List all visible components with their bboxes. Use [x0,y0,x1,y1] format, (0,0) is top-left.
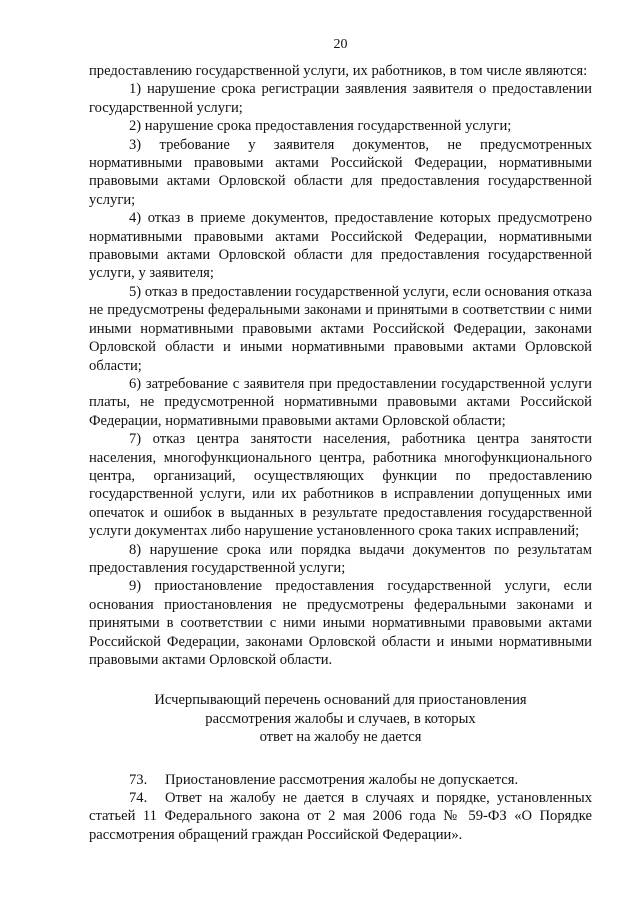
heading-line: Исчерпывающий перечень оснований для приостановления [154,692,527,709]
list-item: 2) нарушение срока предоставления государственной услуги; [129,118,512,135]
heading-line: ответ на жалобу не дается [259,729,422,746]
paragraph-text: Ответ на жалобу не дается в случаях и порядке, установленных статьей 11 Федерального закона от 2 мая 2006 года № 59-ФЗ «О Порядке рассмотрения обращений граждан Российской Федерации». [89,790,592,843]
numbered-paragraphs [89,771,592,845]
list-item: 9) приостановление предоставления государственной услуги, если основания приостановления не предусмотрены федеральными законами и принятыми в соответствии с ними иными нормативными правовыми актами Российской Федерации, законами Орловской области и иными нормативными правовыми актами Орловской области. [89,578,592,668]
list-item: 8) нарушение срока или порядка выдачи документов по результатам предоставления государственной услуги; [89,541,592,576]
paragraph-number: 74. [129,790,148,807]
list-item: 3) требование у заявителя документов, не предусмотренных нормативными правовыми актами Российской Федерации, нормативными правовыми актами Орловской области для предоставления государственной услуги; [89,136,592,208]
numbered-paragraph [89,771,592,789]
intro-paragraph: предоставлению государственной услуги, их работников, в том числе являются: [89,63,588,79]
heading-line: рассмотрения жалобы и случаев, в которых [205,710,476,727]
complaint-grounds-list [89,62,592,669]
paragraph-number: 73. [129,771,148,788]
paragraph-text: Приостановление рассмотрения жалобы не допускается. [165,771,519,788]
list-item: 1) нарушение срока регистрации заявления заявителя о предоставлении государственной услуги; [89,81,592,116]
list-item: 5) отказ в предоставлении государственной услуги, если основания отказа не предусмотрены федеральными законами и принятыми в соответствии с ними иными нормативными правовыми актами Российской Федерации, законами Орловской области и иными нормативными правовыми актами Орловской области; [89,283,592,374]
page-number: 20 [333,37,348,52]
list-item: 4) отказ в приеме документов, предоставление которых предусмотрено нормативными правовыми актами Российской Федерации, нормативными правовыми актами Орловской области для предоставления государственной услуги, у заявителя; [89,210,592,282]
list-item: 7) отказ центра занятости населения, работника центра занятости населения, многофункционального центра, работника многофункционального центра, организаций, осуществляющих функции по предоставлению государственной услуги, или их работников в исправлении допущенных ими опечаток и ошибок в выданных в результате предоставления государственной услуги документах либо нарушение установленного срока таких исправлений; [89,431,592,540]
section-heading [89,691,592,746]
list-item: 6) затребование с заявителя при предоставлении государственной услуги платы, не предусмотренной нормативными правовыми актами Российской Федерации, нормативными правовыми актами Орловской области; [89,375,592,429]
numbered-paragraph [89,789,592,844]
